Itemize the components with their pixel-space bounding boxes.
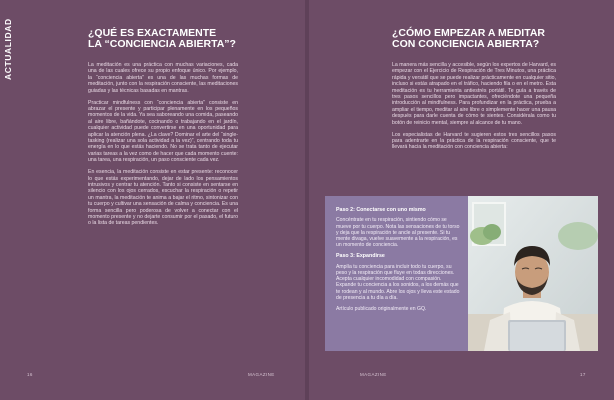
page-number-right: 17 [580,372,586,377]
right-paragraph: La manera más sencilla y accesible, según los expertos de Harvard, es empezar con el Ejercicio de Respiración de Tres Minutos, una práctica rápida y versátil que se puede realizar prácticamente en cualquier sitio, incluso si estás atrapado en el tráfico, haciendo fila o en el metro. Esta meditación es tu herramienta antiestrés portátil. Te guía a través de tres pasos sencillos pero impactantes, ofreciéndote una pequeña introducción al mindfulness. Para profundizar en la práctica, prueba a ampliar el tiempo, meditar al aire libre o simplemente hacer una pausa después para darle cuenta de cómo te sientes. Considérala como tu botón de reinicio mental, siempre al alcance de tu mano. [392,62,556,126]
left-body [88,62,238,232]
steps-content [336,207,460,317]
right-heading-line1: ¿CÓMO EMPEZAR A MEDITAR [392,27,546,39]
step2-title: Paso 2: Conectarse con uno mismo [336,207,426,213]
left-heading-line2: LA “CONCIENCIA ABIERTA”? [88,38,236,50]
magazine-label-left: MAGAZINE [248,372,275,377]
article-credit: Artículo publicado originalmente en GQ. [336,305,427,312]
meditating-man-photo [468,196,598,351]
step2-text: Concéntrate en tu respiración, sintiendo cómo se mueve por tu cuerpo. Nota las sensaciones de tu torso y deja que la respiración te ancle al presente. Si tu mente divaga, vuelve suavemente a la respiración, es un momento de conciencia. [336,217,460,249]
left-paragraph: En esencia, la meditación consiste en estar presente: reconocer lo que estás experimentando, dejar de lado los pensamientos intrusivos y centrar tu atención. Tanto si consiste en sentarse en silencio con los ojos cerrados, escuchar la respiración o repetir un mantra, la meditación te anima a bajar el ritmo, sintonizar con tu cuerpo y cultivar una sensación de calma y conciencia. Es una forma sencilla pero poderosa de volver a conectar con el momento presente y no dejarte consumir por el pasado, el futuro o la lista de tareas pendientes. [88,169,238,227]
left-paragraph: Practicar mindfulness con “conciencia abierta” consiste en abrazar el presente y participar plenamente en los pequeños momentos de la vida. Ya sea saboreando una comida, paseando al aire libre, bañándote, cocinando o trabajando en el jardín, cualquier actividad puede convertirse en una oportunidad para aplicar la atención plena. ¿La clave? Dominar el arte del “single-tasking (realizar una sola actividad a la vez)”, centrando toda tu energía en lo que estás haciendo. No se trata tanto de ejecutar varias tareas a la vez como de hacer que cada momento cuente: una tarea, una respiración, un paso consciente cada vez. [88,99,238,164]
left-heading-line1: ¿QUÉ ES EXACTAMENTE [88,27,217,39]
left-heading [88,28,278,50]
section-label [3,10,19,80]
magazine-label-right: MAGAZINE [360,372,387,377]
page-gutter [305,0,309,400]
right-heading [392,28,592,50]
left-paragraph: La meditación es una práctica con muchas variaciones, cada una de las cuales ofrece su propio enfoque único. Por ejemplo, la “conciencia abierta” es una de las muchas formas de meditación, junto con la respiración consciente, las meditaciones guiadas y las técnicas basadas en mantras. [88,62,238,94]
step3-title: Paso 3: Expandirse [336,253,385,260]
page-number-left: 16 [27,372,33,377]
right-body [392,62,556,156]
right-paragraph: Los especialistas de Harvard te sugieren estos tres sencillos pasos para adentrarte en la práctica de la respiración consciente, que te llevará hacia la meditación con conciencia abierta: [392,131,556,151]
photo-illustration [468,196,598,351]
right-heading-line2: CON CONCIENCIA ABIERTA? [392,38,540,50]
section-label-text: ACTUALIDAD [3,18,13,80]
step3-text: Amplía tu conciencia para incluir todo tu cuerpo, su peso y la respiración que fluye en todas direcciones. Acepta cualquier incomodidad con compasión. Expande tu conciencia a los sonidos, a los demás que te rodean y al mundo. Abre los ojos y lleva este estado de presencia a tu día a día. [336,263,460,302]
